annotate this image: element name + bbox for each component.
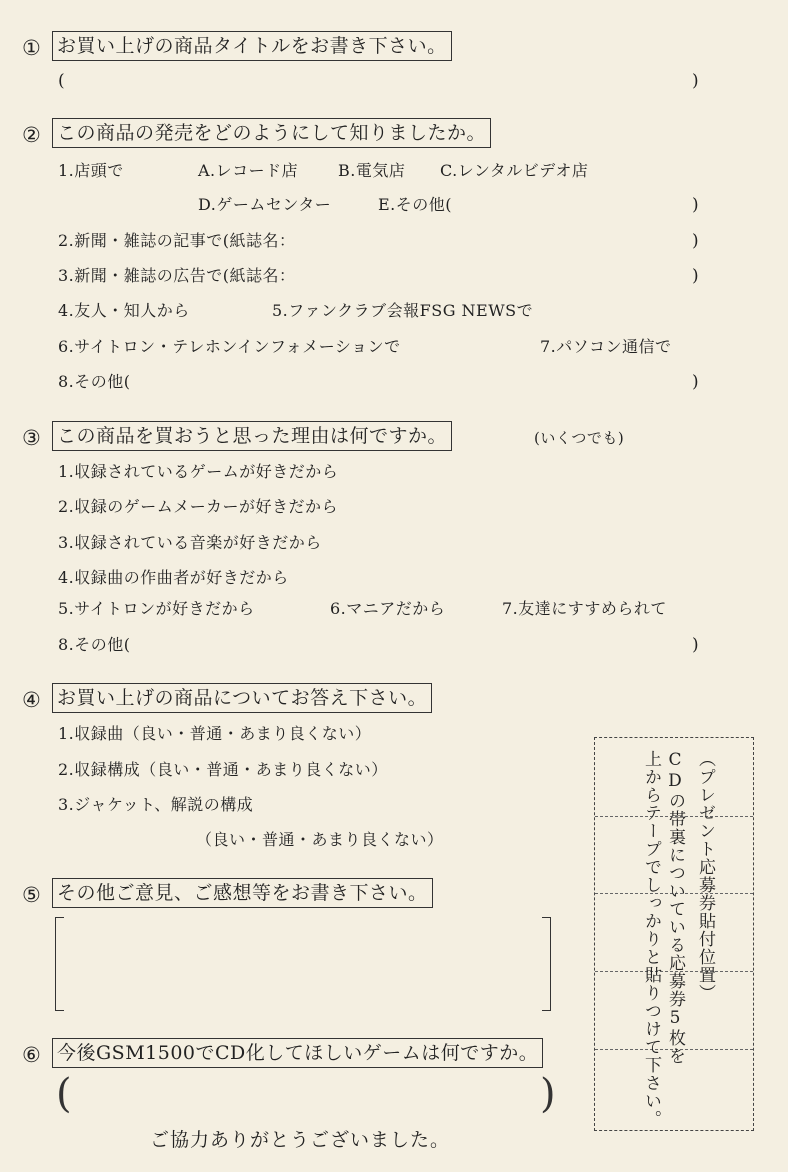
comment-box-left-bracket — [55, 917, 64, 1011]
question-5-number: ⑤ — [22, 883, 41, 907]
question-5-title: その他ご意見、ご感想等をお書き下さい。 — [52, 878, 433, 908]
comment-box[interactable] — [66, 917, 540, 1009]
q3-option-5[interactable]: 5.サイトロンが好きだから — [58, 599, 255, 618]
question-6-title: 今後GSM1500でCD化してほしいゲームは何ですか。 — [52, 1038, 543, 1068]
q2-option-1d[interactable]: D.ゲームセンター — [198, 195, 332, 214]
q2-option-1e-close: ) — [692, 195, 699, 215]
question-2-number: ② — [22, 123, 41, 147]
question-6-number: ⑥ — [22, 1043, 41, 1067]
q2-option-1a[interactable]: A.レコード店 — [198, 161, 299, 180]
question-1-title: お買い上げの商品タイトルをお書き下さい。 — [52, 31, 452, 61]
q4-item-3-rating[interactable]: （良い・普通・あまり良くない） — [196, 830, 444, 849]
q4-item-1[interactable]: 1.収録曲（良い・普通・あまり良くない） — [58, 724, 372, 743]
thanks-message: ご協力ありがとうございました。 — [150, 1129, 451, 1151]
q3-option-8[interactable]: 8.その他( — [58, 635, 131, 654]
coupon-title: （プレゼント応募券貼付位置） — [695, 750, 715, 1002]
question-1-number: ① — [22, 36, 41, 60]
question-6-answer-close: ) — [540, 1071, 556, 1117]
q3-option-2[interactable]: 2.収録のゲームメーカーが好きだから — [58, 497, 338, 516]
coupon-attach-area — [594, 737, 754, 1131]
q2-option-3-close: ) — [692, 266, 699, 286]
q2-option-1e[interactable]: E.その他( — [378, 195, 453, 214]
q2-option-8[interactable]: 8.その他( — [58, 372, 131, 391]
question-3-title: この商品を買おうと思った理由は何ですか。 — [52, 421, 452, 451]
question-1-answer-open[interactable]: ( — [58, 71, 65, 91]
q3-option-1[interactable]: 1.収録されているゲームが好きだから — [58, 462, 339, 481]
question-2-title: この商品の発売をどのようにして知りましたか。 — [52, 118, 491, 148]
q2-option-7[interactable]: 7.パソコン通信で — [540, 337, 672, 356]
q2-option-2-close: ) — [692, 231, 699, 251]
coupon-instruction-1: CDの帯裏についている応募券5枚を — [665, 750, 685, 1065]
q2-option-4[interactable]: 4.友人・知人から — [58, 301, 190, 320]
question-3-number: ③ — [22, 426, 41, 450]
q2-option-1b[interactable]: B.電気店 — [338, 161, 406, 180]
q4-item-2[interactable]: 2.収録構成（良い・普通・あまり良くない） — [58, 760, 388, 779]
q2-option-5[interactable]: 5.ファンクラブ会報FSG NEWSで — [272, 301, 534, 320]
q2-option-1c[interactable]: C.レンタルビデオ店 — [440, 161, 589, 180]
q3-option-3[interactable]: 3.収録されている音楽が好きだから — [58, 533, 322, 552]
question-4-title: お買い上げの商品についてお答え下さい。 — [52, 683, 432, 713]
q4-item-3: 3.ジャケット、解説の構成 — [58, 795, 254, 814]
q2-option-8-close: ) — [692, 372, 699, 392]
q3-option-8-close: ) — [692, 635, 699, 655]
q3-option-4[interactable]: 4.収録曲の作曲者が好きだから — [58, 568, 289, 587]
q3-option-7[interactable]: 7.友達にすすめられて — [502, 599, 667, 618]
comment-box-right-bracket — [542, 917, 551, 1011]
question-3-note: (いくつでも) — [534, 429, 625, 447]
coupon-instruction-2: 上からテープでしっかりと貼りつけて下さい。 — [641, 750, 661, 1128]
q2-option-6[interactable]: 6.サイトロン・テレホンインフォメーションで — [58, 337, 401, 356]
q3-option-6[interactable]: 6.マニアだから — [330, 599, 446, 618]
question-1-answer-close: ) — [692, 71, 699, 91]
q2-option-1[interactable]: 1.店頭で — [58, 161, 124, 180]
q2-option-2[interactable]: 2.新聞・雑誌の記事で(紙誌名： — [58, 231, 296, 250]
question-4-number: ④ — [22, 688, 41, 712]
q2-option-3[interactable]: 3.新聞・雑誌の広告で(紙誌名： — [58, 266, 296, 285]
question-6-answer-open[interactable]: ( — [56, 1071, 72, 1117]
